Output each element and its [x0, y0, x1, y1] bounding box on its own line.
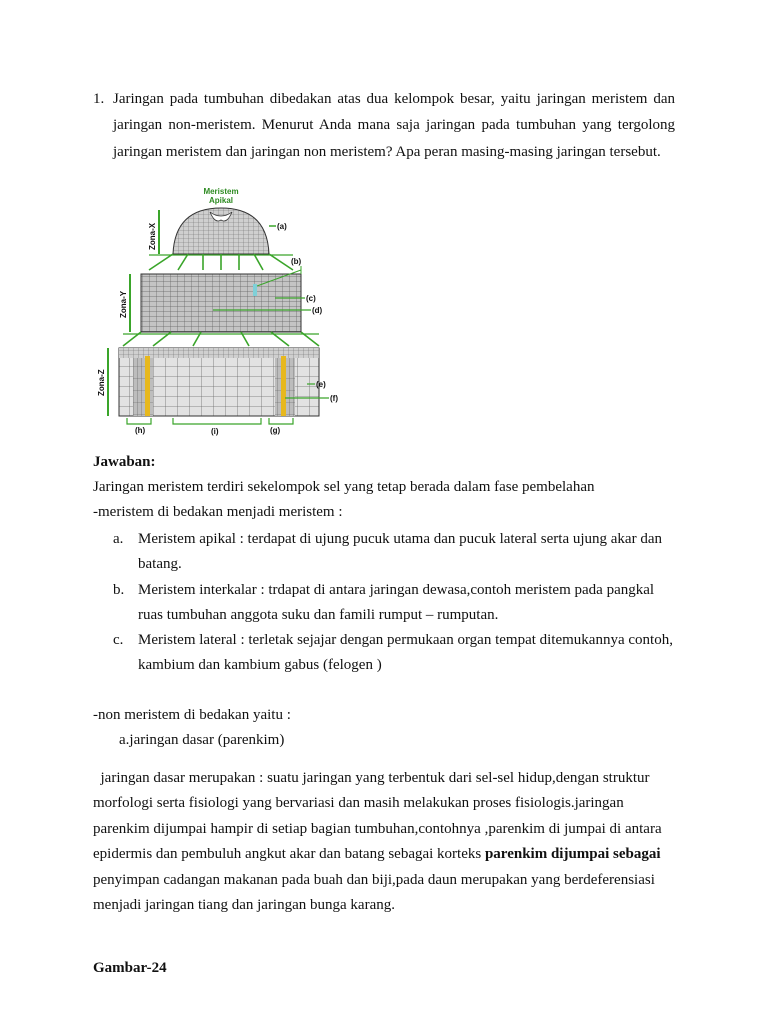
- label-f: (f): [330, 394, 338, 403]
- meristem-diagram-svg: [93, 186, 345, 442]
- question-block: [93, 86, 675, 165]
- cambium-left: [145, 356, 150, 416]
- zone-x-dome: [173, 208, 269, 254]
- zone-z-label: Zona-Z: [97, 369, 106, 396]
- list-item: [113, 578, 673, 628]
- label-a: (a): [277, 222, 287, 231]
- answer-intro: Jaringan meristem terdiri sekelompok sel yang tetap berada dalam fase pembelahan: [93, 479, 595, 495]
- label-e: (e): [316, 380, 326, 389]
- meristem-list: [113, 527, 673, 678]
- paragraph-text-1: jaringan dasar merupakan : suatu jaringan yang terbentuk dari sel-sel hidup,dengan struktur morfologi serta fisiologi yang bervariasi dan masih melakukan proses fisiologis.jaringan parenkim dijumpai hampir di setiap bagian tumbuhan,contohnya ,parenkim di jumpai di antara epidermis dan pembuluh angkut akar dan batang sebagai korteks: [93, 770, 662, 863]
- answer-heading: Jawaban:: [93, 454, 156, 470]
- paragraph-text-2: penyimpan cadangan makanan pada buah dan biji,pada daun merupakan yang berdeferensiasi menjadi jaringan tiang dan jaringan bunga karang.: [93, 871, 655, 914]
- label-i: (i): [211, 427, 219, 436]
- question-text: Jaringan pada tumbuhan dibedakan atas dua kelompok besar, yaitu jaringan meristem dan jaringan non-meristem. Menurut Anda mana saja jaringan pada tumbuhan yang tergolong jaringan meristem dan jaringan non meristem? Apa peran masing-masing jaringan tersebut.: [113, 91, 675, 160]
- label-d: (d): [312, 306, 323, 315]
- meristem-diagram: [93, 186, 345, 442]
- diagram-title-line2: Apikal: [208, 196, 234, 205]
- zone-x-label: Zona-X: [148, 222, 157, 250]
- non-meristem-item: a.jaringan dasar (parenkim): [119, 732, 285, 748]
- list-item-text: Meristem apikal : terdapat di ujung pucuk utama dan pucuk lateral serta ujung akar dan batang.: [138, 531, 662, 572]
- cambium-right: [281, 356, 286, 416]
- question-number: 1.: [93, 91, 105, 107]
- label-b: (b): [291, 257, 302, 266]
- figure-caption: Gambar-24: [93, 960, 167, 976]
- list-marker: b.: [113, 581, 125, 598]
- list-item: [113, 628, 673, 678]
- zone-y-block: [141, 274, 301, 332]
- list-marker: a.: [113, 531, 124, 547]
- list-item-text: Meristem interkalar : trdapat di antara jaringan dewasa,contoh meristem pada pangkal ruas tumbuhan anggota suku dan famili rumput – rumputan.: [138, 581, 655, 623]
- list-marker: c.: [113, 632, 124, 648]
- procambium-strip: [253, 284, 257, 296]
- paragraph-bold: parenkim dijumpai sebagai: [484, 846, 661, 863]
- list-item: [113, 527, 673, 577]
- label-c: (c): [306, 294, 316, 303]
- label-h: (h): [135, 426, 146, 435]
- non-meristem-intro: -non meristem di bedakan yaitu :: [93, 707, 291, 723]
- zone-y-label: Zona-Y: [119, 290, 128, 318]
- diagram-title-line1: Meristem: [203, 187, 239, 196]
- meristem-intro: -meristem di bedakan menjadi meristem :: [93, 504, 343, 520]
- label-g: (g): [270, 426, 281, 435]
- parenchyma-paragraph: [93, 766, 683, 918]
- list-item-text: Meristem lateral : terletak sejajar dengan permukaan organ tempat ditemukannya contoh, kambium dan kambium gabus (felogen ): [138, 632, 673, 673]
